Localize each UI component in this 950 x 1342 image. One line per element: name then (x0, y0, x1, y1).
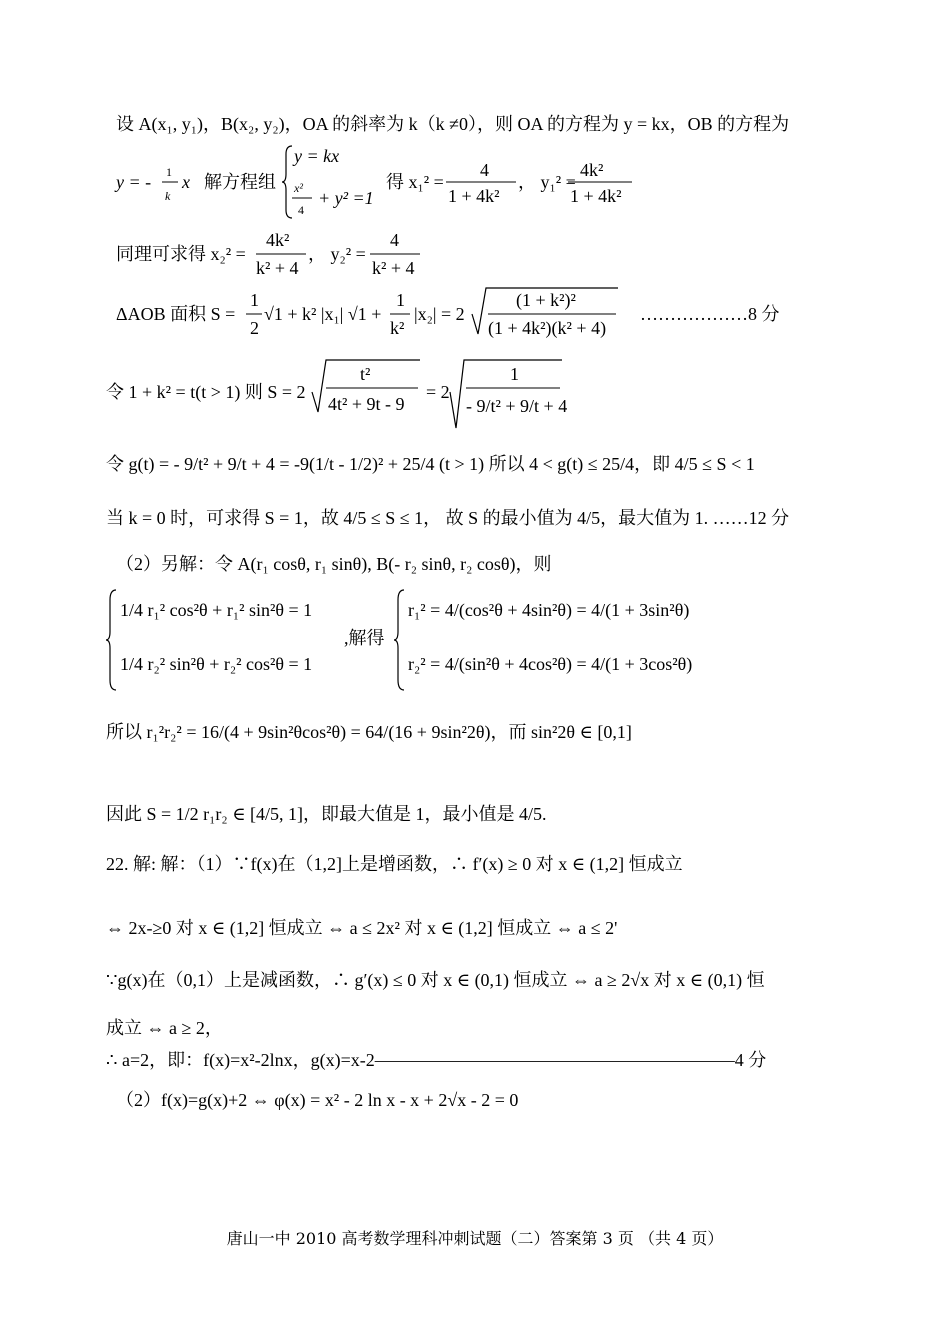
line-13 (0, 910, 950, 950)
line-17-text: （2）f(x)=g(x)+2 ⇔ φ(x) = x² - 2 ln x - x + 2√x - 2 = 0 (116, 1090, 519, 1110)
y1-frac-num: 4k² (580, 160, 604, 180)
system-eq-2-rest: + y² =1 (318, 188, 374, 208)
line-1-text: 设 A(x₁, y₁)，B(x₂, y₂)，OA 的斜率为 k（k ≠0），则 OA 的方程为 y = kx，OB 的方程为 (116, 114, 790, 134)
line-7-text: 当 k = 0 时，可求得 S = 1，故 4/5 ≤ S ≤ 1， 故 S 的最小值为 4/5，最大值为 1. ……12 分 (106, 508, 790, 528)
line-4-area-label: ΔAOB 面积 S = (116, 304, 236, 324)
half-num: 1 (250, 290, 259, 310)
y2-frac-num: 4 (390, 230, 399, 250)
big-num: (1 + k²)² (516, 290, 576, 310)
line-2-x: x (182, 172, 190, 192)
r1-den: 4t² + 9t - 9 (328, 394, 405, 414)
line-2 (0, 140, 950, 220)
line-4-after: |x₂| = 2 (414, 304, 465, 324)
line-2-result-y1: ， y₁² = (518, 172, 576, 192)
r2-den: - 9/t² + 9/t + 4 (466, 396, 568, 416)
big-den: (1 + 4k²)(k² + 4) (488, 318, 607, 338)
system-brace (282, 146, 292, 218)
line-16 (0, 1042, 950, 1082)
inner-den: k² (390, 318, 405, 338)
r1-num: t² (360, 364, 371, 384)
line-11-text: 因此 S = 1/2 r₁r₂ ∈ [4/5, 1]，即最大值是 1，最小值是 4/5. (106, 804, 547, 824)
y1-frac-den: 1 + 4k² (570, 186, 622, 206)
line-3-text-b: ， y₂² = (308, 244, 366, 264)
left-eq-1: 1/4 r₁² cos²θ + r₁² sin²θ = 1 (120, 600, 313, 620)
x1-frac-den: 1 + 4k² (448, 186, 500, 206)
score-8: ………………8 分 (640, 304, 780, 324)
line-10 (0, 714, 950, 754)
line-12 (0, 846, 950, 886)
line-15-text: 成立 ⇔ a ≥ 2， (106, 1018, 223, 1038)
line-2-frac-num: 1 (166, 165, 172, 179)
line-8-text: （2）另解：令 A(r₁ cosθ, r₁ sinθ), B(- r₂ sinθ, r₂ cosθ)，则 (116, 554, 552, 574)
line-11 (0, 796, 950, 836)
page-footer: 唐山一中 2010 高考数学理科冲刺试题（二）答案第 3 页 （共 4 页） (226, 1229, 724, 1248)
line-17 (0, 1082, 950, 1122)
system-eq-2-den: 4 (298, 203, 304, 217)
half-den: 2 (250, 318, 259, 338)
right-system-brace (394, 590, 404, 690)
line-14 (0, 962, 950, 1002)
line-9 (0, 586, 950, 696)
x2-frac-num: 4k² (266, 230, 290, 250)
line-2-result-x1: 得 x₁² = (386, 172, 444, 192)
right-eq-2: r₂² = 4/(sin²θ + 4cos²θ) = 4/(1 + 3cos²θ) (408, 654, 693, 674)
radical-2 (450, 360, 562, 428)
x1-frac-num: 4 (480, 160, 489, 180)
y2-frac-den: k² + 4 (372, 258, 415, 278)
line-7 (0, 500, 950, 540)
line-12-text: 22. 解: 解：（1）∵f(x)在（1,2]上是增函数，∴ f′(x) ≥ 0 对 x ∈ (1,2] 恒成立 (106, 854, 683, 874)
line-6 (0, 446, 950, 486)
system-eq-2-num: x² (294, 181, 303, 195)
line-10-text: 所以 r₁²r₂² = 16/(4 + 9sin²θcos²θ) = 64/(16 + 9sin²2θ)，而 sin²2θ ∈ [0,1] (106, 722, 632, 742)
line-6-text: 令 g(t) = - 9/t² + 9/t + 4 = -9(1/t - 1/2)² + 25/4 (t > 1) 所以 4 < g(t) ≤ 25/4，即 4/5 ≤ S < 1 (106, 454, 755, 474)
x2-frac-den: k² + 4 (256, 258, 299, 278)
left-eq-2: 1/4 r₂² sin²θ + r₂² cos²θ = 1 (120, 654, 313, 674)
line-4-mid: √1 + k² |x₁| √1 + (264, 304, 382, 324)
line-2-frac-den: k (165, 189, 171, 203)
left-system-brace (106, 590, 116, 690)
line-2-y: y = - (116, 172, 152, 192)
line-13-text: ⇔ 2x-≥0 对 x ∈ (1,2] 恒成立 ⇔ a ≤ 2x² 对 x ∈ (1,2] 恒成立 ⇔ a ≤ 2' (106, 918, 618, 938)
r2-num: 1 (510, 364, 519, 384)
solve-label: ,解得 (344, 628, 385, 648)
line-16-text: ∴ a=2，即：f(x)=x²-2lnx，g(x)=x-2————————————————————4 分 (106, 1050, 767, 1070)
line-5 (0, 352, 950, 432)
inner-num: 1 (396, 290, 405, 310)
line-8 (0, 546, 950, 586)
line-5-text-b: = 2 (426, 382, 450, 402)
line-14-text: ∵g(x)在（0,1）上是减函数，∴ g′(x) ≤ 0 对 x ∈ (0,1) 恒成立 ⇔ a ≥ 2√x 对 x ∈ (0,1) 恒 (106, 970, 765, 990)
right-eq-1: r₁² = 4/(cos²θ + 4sin²θ) = 4/(1 + 3sin²θ) (408, 600, 690, 620)
line-5-text-a: 令 1 + k² = t(t > 1) 则 S = 2 (106, 382, 306, 402)
system-eq-1: y = kx (294, 146, 340, 166)
line-3-text-a: 同理可求得 x₂² = (116, 244, 246, 264)
line-2-solve-label: 解方程组 (204, 172, 276, 192)
